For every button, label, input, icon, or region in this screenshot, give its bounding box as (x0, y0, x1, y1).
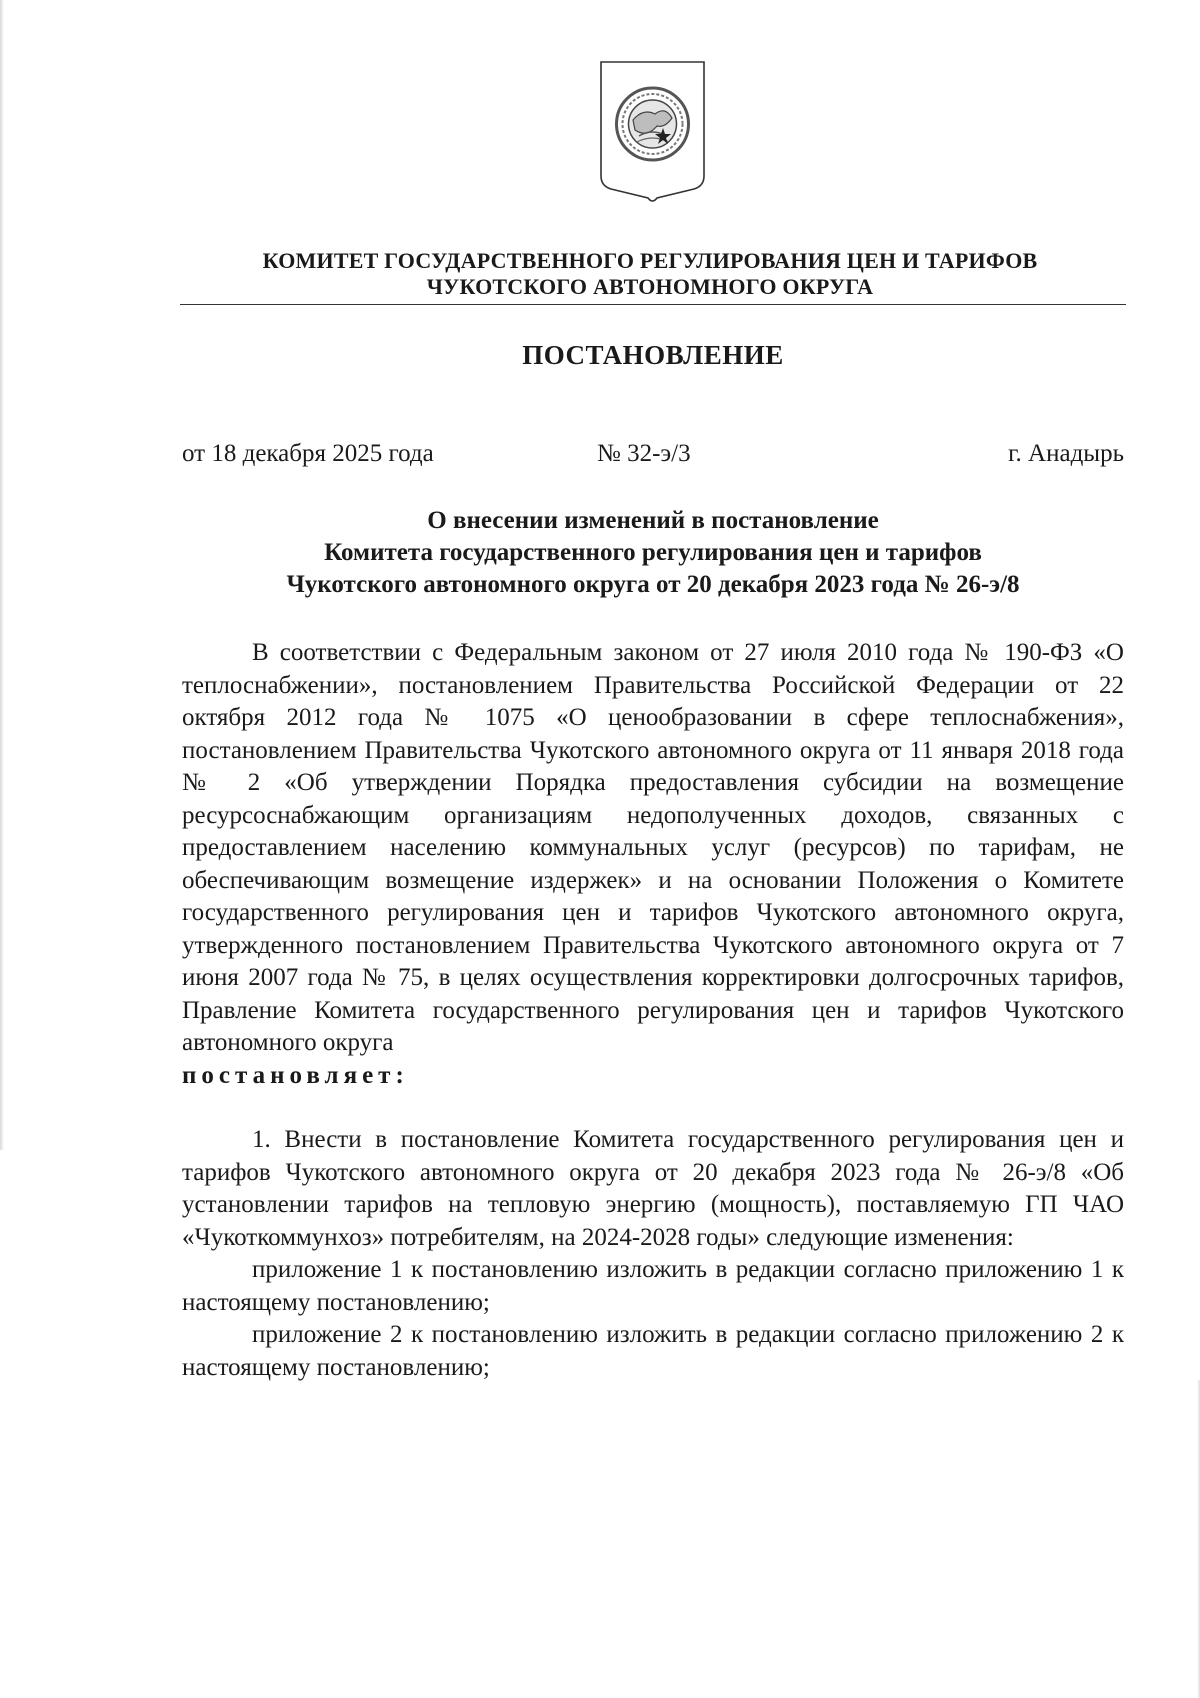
document-meta-row (182, 440, 1124, 472)
title-line3: Чукотского автономного округа от 20 декабря 2023 года № 26-э/8 (286, 571, 1020, 598)
scan-edge-left (0, 0, 4, 1150)
title-line1: О внесении изменений в постановление (427, 507, 879, 534)
organization-header (180, 248, 1120, 300)
document-body (182, 637, 1124, 1384)
header-divider (180, 304, 1126, 305)
preamble-paragraph: В соответствии с Федеральным законом от 27 июля 2010 года № 190-ФЗ «О теплоснабжении», постановлением Правительства Российской Федерации от 22 октября 2012 года № 1075 «О ценообразовании в сфере теплоснабжения», постановлением Правительства Чукотского автономного округа от 11 января 2018 года № 2 «Об утверждении Порядка предоставления субсидии на возмещение ресурсоснабжающим организациям недополученных доходов, связанных с предоставлением населению коммунальных услуг (ресурсов) по тарифам, не обеспечивающим возмещение издержек» и на основании Положения о Комитете государственного регулирования цен и тарифов Чукотского автономного округа, утвержденного постановлением Правительства Чукотского автономного округа от 7 июня 2007 года № 75, в целях осуществления корректировки долгосрочных тарифов, Правление Комитета государственного регулирования цен и тарифов Чукотского автономного округа (182, 639, 1124, 1056)
document-date: от 18 декабря 2025 года (182, 440, 434, 467)
document-city: г. Анадырь (1008, 440, 1124, 467)
coat-of-arms-emblem (595, 58, 710, 206)
item-1-paragraph: 1. Внести в постановление Комитета государственного регулирования цен и тарифов Чукотского автономного округа от 20 декабря 2023 года № 26-э/8 «Об установлении тарифов на тепловую энергию (мощность), поставляемую ГП ЧАО «Чукоткоммунхоз» потребителям, на 2024-2028 годы» следующие изменения: (182, 1126, 1124, 1251)
document-number: № 32-э/3 (597, 440, 691, 467)
document-title (180, 505, 1126, 601)
sub-item-appendix-2: приложение 2 к постановлению изложить в редакции согласно приложению 2 к настоящему постановлению; (182, 1321, 1124, 1381)
coat-of-arms-icon (595, 58, 710, 206)
document-type-heading: ПОСТАНОВЛЕНИЕ (522, 340, 784, 370)
resolves-keyword: постановляет: (182, 1061, 409, 1089)
org-name-line2: ЧУКОТСКОГО АВТОНОМНОГО ОКРУГА (426, 274, 874, 299)
org-name-line1: КОМИТЕТ ГОСУДАРСТВЕННОГО РЕГУЛИРОВАНИЯ ЦЕН И ТАРИФОВ (262, 248, 1038, 273)
sub-item-appendix-1: приложение 1 к постановлению изложить в редакции согласно приложению 1 к настоящему постановлению; (182, 1256, 1124, 1316)
title-line2: Комитета государственного регулирования цен и тарифов (324, 539, 982, 566)
paragraph-gap (182, 1092, 1124, 1124)
